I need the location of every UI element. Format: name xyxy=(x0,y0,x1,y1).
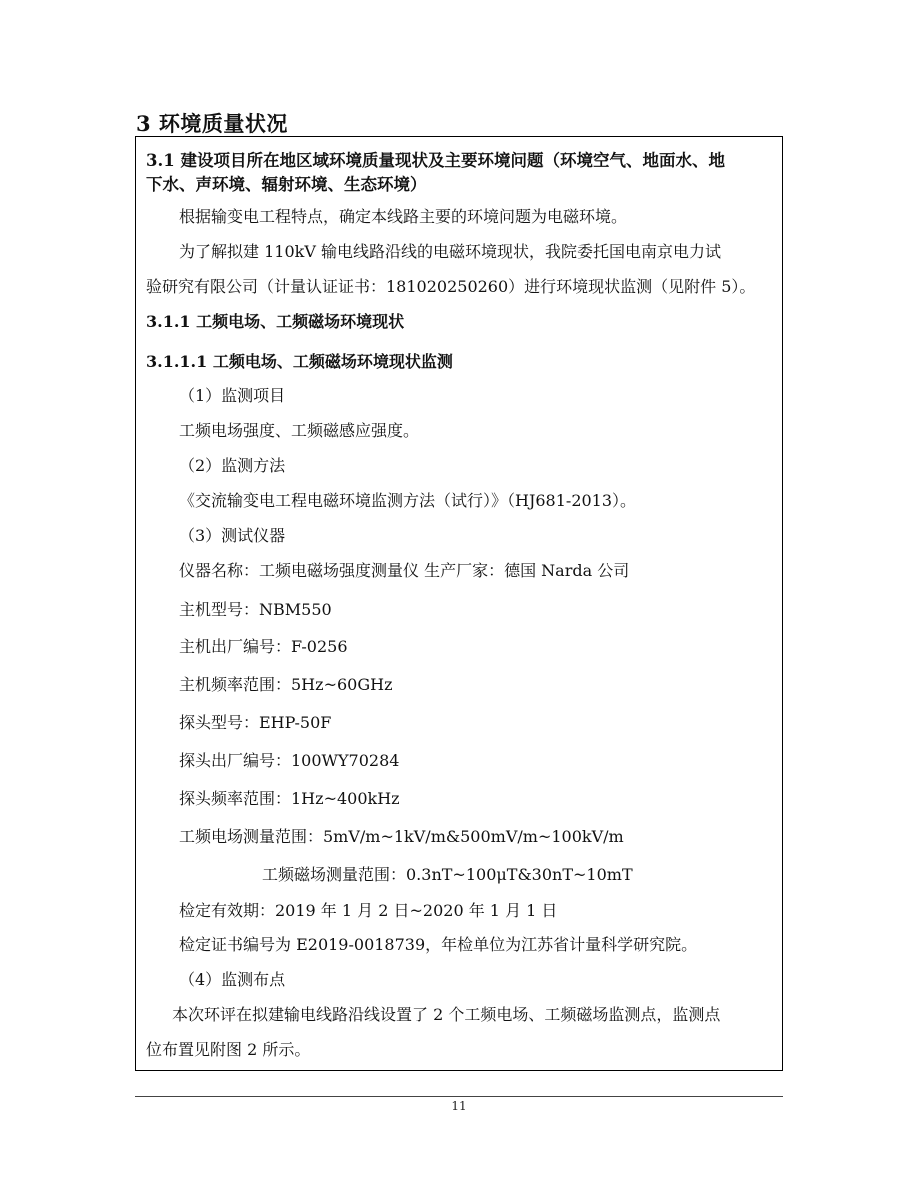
item-3-title: （3）测试仪器 xyxy=(179,526,286,545)
host-frequency-range: 主机频率范围：5Hz~60GHz xyxy=(179,675,393,694)
probe-model: 探头型号：EHP-50F xyxy=(179,713,332,732)
item-2-title: （2）监测方法 xyxy=(179,456,286,475)
heading-3-1-1-1: 3.1.1.1 工频电场、工频磁场环境现状监测 xyxy=(146,352,453,371)
calibration-certificate: 检定证书编号为 E2019-0018739，年检单位为江苏省计量科学研究院。 xyxy=(179,935,698,954)
footer-rule xyxy=(135,1096,783,1097)
item-4-body-line2: 位布置见附图 2 所示。 xyxy=(146,1040,311,1059)
host-serial: 主机出厂编号：F-0256 xyxy=(179,637,348,656)
paragraph-monitoring-line1: 为了解拟建 110kV 输电线路沿线的电磁环境现状，我院委托国电南京电力试 xyxy=(179,242,721,261)
item-1-body: 工频电场强度、工频磁感应强度。 xyxy=(179,421,420,440)
page-number: 11 xyxy=(451,1099,467,1113)
content-box xyxy=(135,136,783,1071)
heading-3-1-line2: 下水、声环境、辐射环境、生态环境） xyxy=(146,175,427,194)
instrument-line: 仪器名称：工频电磁场强度测量仪 生产厂家：德国 Narda 公司 xyxy=(179,561,630,580)
item-4-body-line1: 本次环评在拟建输电线路沿线设置了 2 个工频电场、工频磁场监测点，监测点 xyxy=(172,1005,721,1024)
paragraph-monitoring-line2: 验研究有限公司（计量认证证书：181020250260）进行环境现状监测（见附件 5）。 xyxy=(146,277,756,296)
host-model: 主机型号：NBM550 xyxy=(179,600,332,619)
electric-field-range: 工频电场测量范围：5mV/m~1kV/m&500mV/m~100kV/m xyxy=(179,827,624,846)
item-2-body: 《交流输变电工程电磁环境监测方法（试行）》（HJ681-2013）。 xyxy=(179,491,637,510)
item-4-title: （4）监测布点 xyxy=(179,970,286,989)
heading-3-1-line1: 3.1 建设项目所在地区域环境质量现状及主要环境问题（环境空气、地面水、地 xyxy=(146,151,725,170)
section-title: 3 环境质量状况 xyxy=(136,111,288,136)
heading-3-1-1: 3.1.1 工频电场、工频磁场环境现状 xyxy=(146,312,405,331)
probe-frequency-range: 探头频率范围：1Hz~400kHz xyxy=(179,789,400,808)
paragraph-intro: 根据输变电工程特点，确定本线路主要的环境问题为电磁环境。 xyxy=(179,207,628,226)
magnetic-field-range: 工频磁场测量范围：0.3nT~100μT&30nT~10mT xyxy=(262,865,633,884)
item-1-title: （1）监测项目 xyxy=(179,386,286,405)
calibration-validity: 检定有效期：2019 年 1 月 2 日~2020 年 1 月 1 日 xyxy=(179,901,558,920)
probe-serial: 探头出厂编号：100WY70284 xyxy=(179,751,400,770)
